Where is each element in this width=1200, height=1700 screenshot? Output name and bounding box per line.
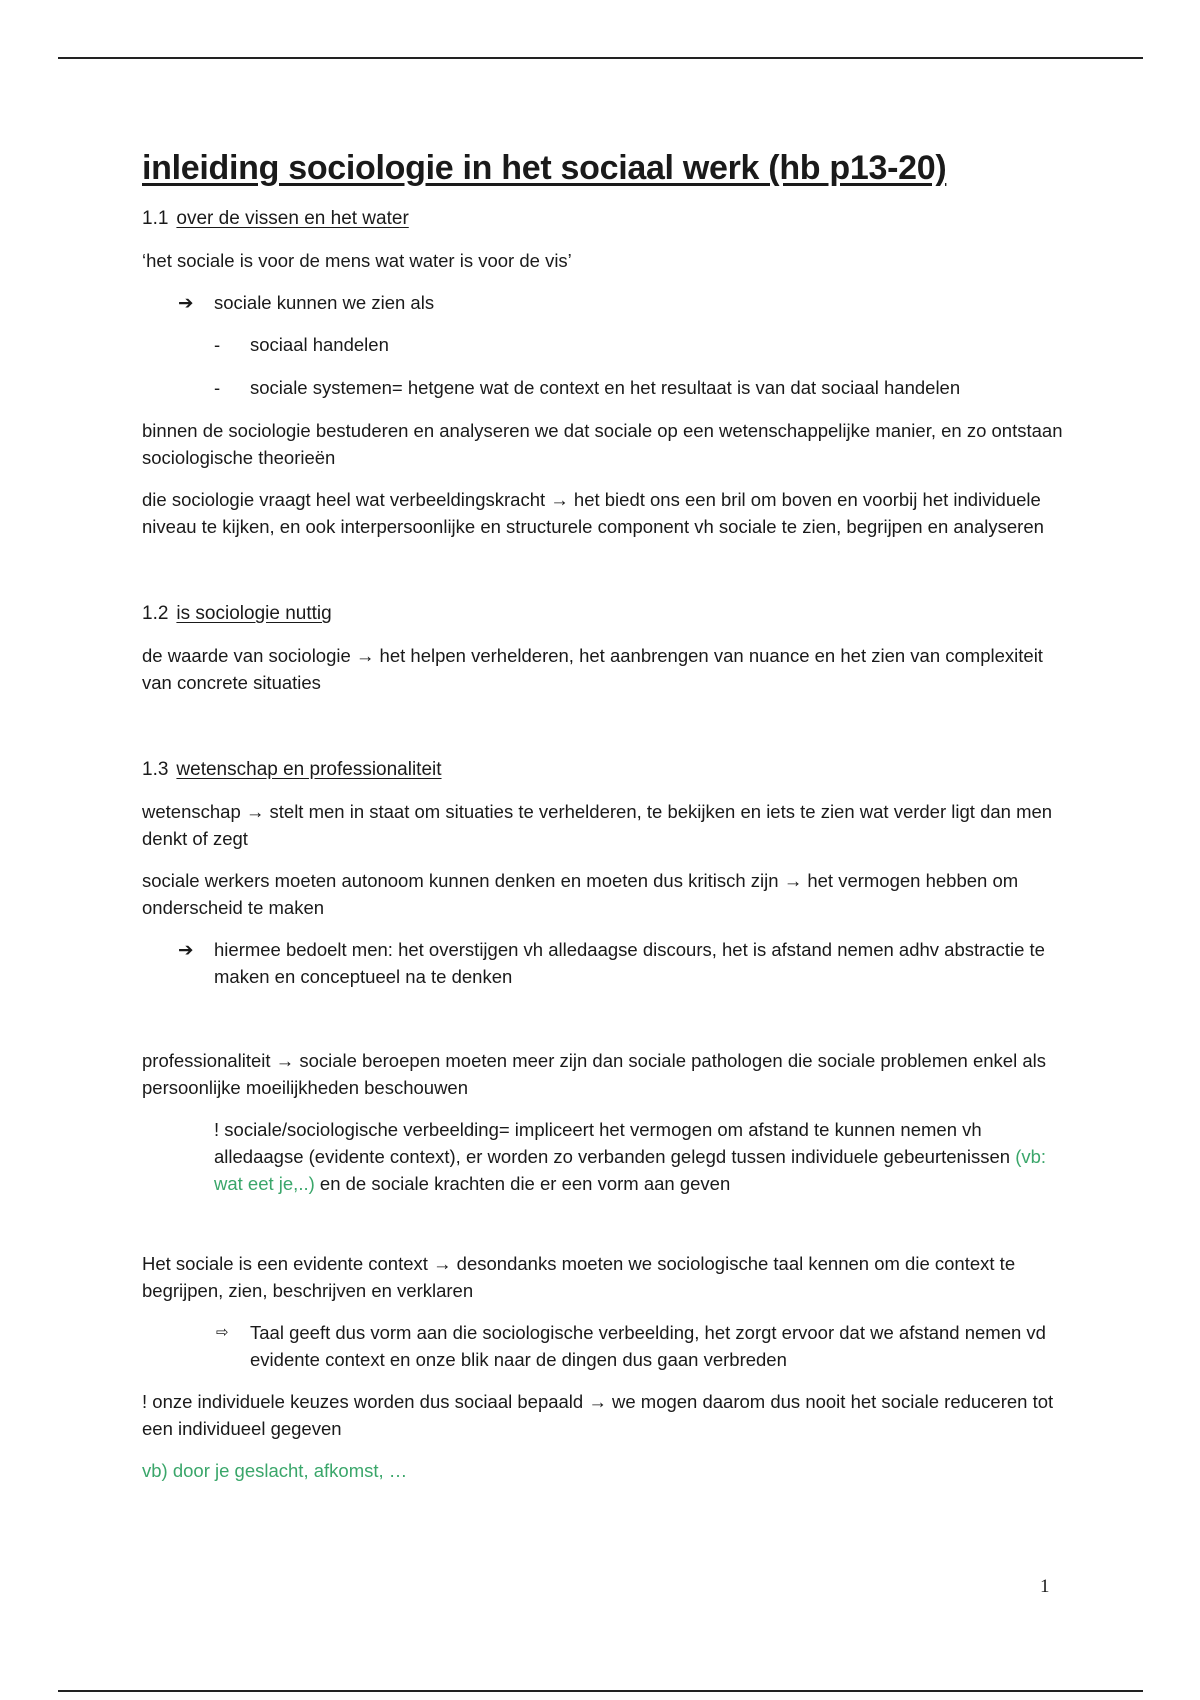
example-line: vb) door je geslacht, afkomst, … [142, 1460, 408, 1481]
section-title: wetenschap en professionaliteit [176, 759, 442, 780]
arrow-bullet-text: sociale kunnen we zien als [214, 292, 435, 313]
document-title: inleiding sociologie in het sociaal werk (hb p13-20) [142, 149, 947, 187]
section-1-1-heading [142, 206, 1072, 232]
arrow-icon: ➔ [178, 292, 194, 313]
dash-icon: - [214, 377, 221, 398]
dash-bullet [142, 331, 1072, 358]
hollow-arrow-icon: ⇨ [216, 1324, 229, 1341]
arrow-bullet [142, 936, 1072, 990]
dash-icon: - [214, 334, 221, 355]
hollow-arrow-bullet [142, 1319, 1072, 1373]
paragraph: professionaliteit → sociale beroepen moeten meer zijn dan sociale pathologen die sociale problemen enkel als persoonlijke moeilijkheden beschouwen [142, 1050, 1046, 1098]
paragraph: die sociologie vraagt heel wat verbeeldingskracht → het biedt ons een bril om boven en voorbij het individuele niveau te kijken, en ook interpersoonlijke en structurele component vh sociale te zien, begrijpen en analyseren [142, 489, 1044, 537]
section-1-3-heading [142, 757, 1072, 783]
arrow-bullet-text: hiermee bedoelt men: het overstijgen vh alledaagse discours, het is afstand nemen adhv abstractie te maken en conceptueel na te denken [214, 939, 1045, 987]
paragraph: binnen de sociologie bestuderen en analyseren we dat sociale op een wetenschappelijke manier, en zo ontstaan sociologische theorieën [142, 420, 1063, 468]
dash-bullet-text: sociaal handelen [250, 334, 389, 355]
quote-paragraph: ‘het sociale is voor de mens wat water is voor de vis’ [142, 250, 572, 271]
top-rule [58, 57, 1143, 59]
section-1-2-heading [142, 601, 1072, 627]
paragraph: wetenschap → stelt men in staat om situaties te verhelderen, te bekijken en iets te zien wat verder ligt dan men denkt of zegt [142, 801, 1053, 849]
note-text: ! sociale/sociologische verbeelding= impliceert het vermogen om afstand te kunnen nemen vh alledaagse (evidente context), er worden zo verbanden gelegd tussen individuele gebeurtenissen [214, 1119, 1016, 1167]
section-number: 1.3 [142, 759, 169, 780]
arrow-bullet [142, 289, 1072, 316]
document-page [142, 142, 1072, 1499]
paragraph: de waarde van sociologie → het helpen verhelderen, het aanbrengen van nuance en het zien van complexiteit van concrete situaties [142, 645, 1043, 693]
paragraph: Het sociale is een evidente context → desondanks moeten we sociologische taal kennen om die context te begrijpen, zien, beschrijven en verklaren [142, 1253, 1016, 1301]
paragraph: ! onze individuele keuzes worden dus sociaal bepaald → we mogen daarom dus nooit het sociale reduceren tot een individueel gegeven [142, 1391, 1054, 1439]
section-number: 1.2 [142, 603, 169, 624]
indented-note [142, 1116, 1072, 1197]
paragraph: sociale werkers moeten autonoom kunnen denken en moeten dus kritisch zijn → het vermogen hebben om onderscheid te maken [142, 870, 1019, 918]
section-number: 1.1 [142, 208, 169, 229]
arrow-icon: ➔ [178, 939, 194, 960]
dash-bullet-text: sociale systemen= hetgene wat de context en het resultaat is van dat sociaal handelen [250, 377, 961, 398]
note-example: (vb: wat eet je,..) [214, 1146, 1047, 1194]
note-text: en de sociale krachten die er een vorm aan geven [314, 1173, 731, 1194]
bottom-rule [58, 1690, 1143, 1692]
hollow-arrow-bullet-text: Taal geeft dus vorm aan die sociologische verbeelding, het zorgt ervoor dat we afstand nemen vd evidente context en onze blik naar de dingen dus gaan verbreden [250, 1322, 1046, 1370]
section-title: is sociologie nuttig [176, 603, 332, 624]
section-title: over de vissen en het water [176, 208, 409, 229]
page-number: 1 [1040, 1576, 1050, 1597]
dash-bullet [142, 374, 1072, 401]
